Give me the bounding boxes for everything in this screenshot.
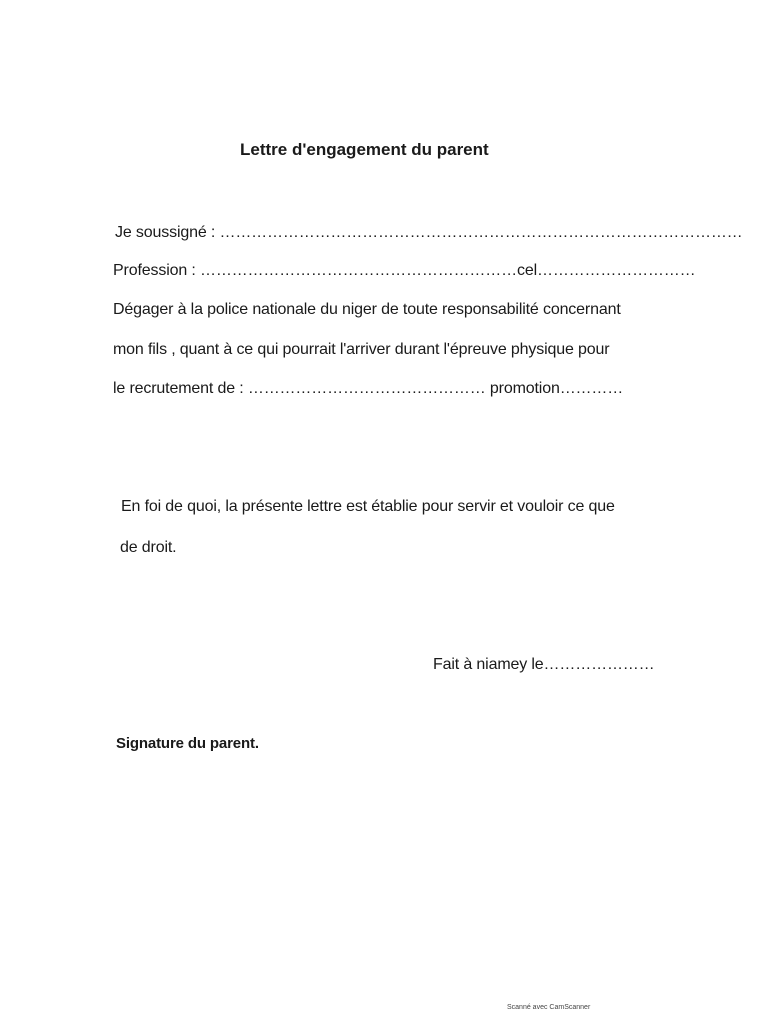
body-line-de-droit: de droit. (120, 539, 177, 556)
signature-label: Signature du parent. (116, 735, 259, 752)
body-line-degager: Dégager à la police nationale du niger de toute responsabilité concernant (113, 301, 621, 318)
profession-line: Profession : ……………………………………………………cel………………………… (113, 262, 696, 279)
body-line-mon-fils: mon fils , quant à ce qui pourrait l'arriver durant l'épreuve physique pour (113, 341, 610, 358)
body-line-en-foi: En foi de quoi, la présente lettre est établie pour servir et vouloir ce que (121, 498, 615, 515)
recrutement-line: le recrutement de : ……………………………………… promotion………… (113, 380, 624, 397)
place-date-line: Fait à niamey le………………… (433, 656, 655, 673)
soussigne-line: Je soussigné : ……………………………………………………………………………………… (115, 224, 743, 241)
scanner-footer-note: Scanné avec CamScanner (507, 1004, 591, 1011)
document-title: Lettre d'engagement du parent (240, 140, 489, 159)
